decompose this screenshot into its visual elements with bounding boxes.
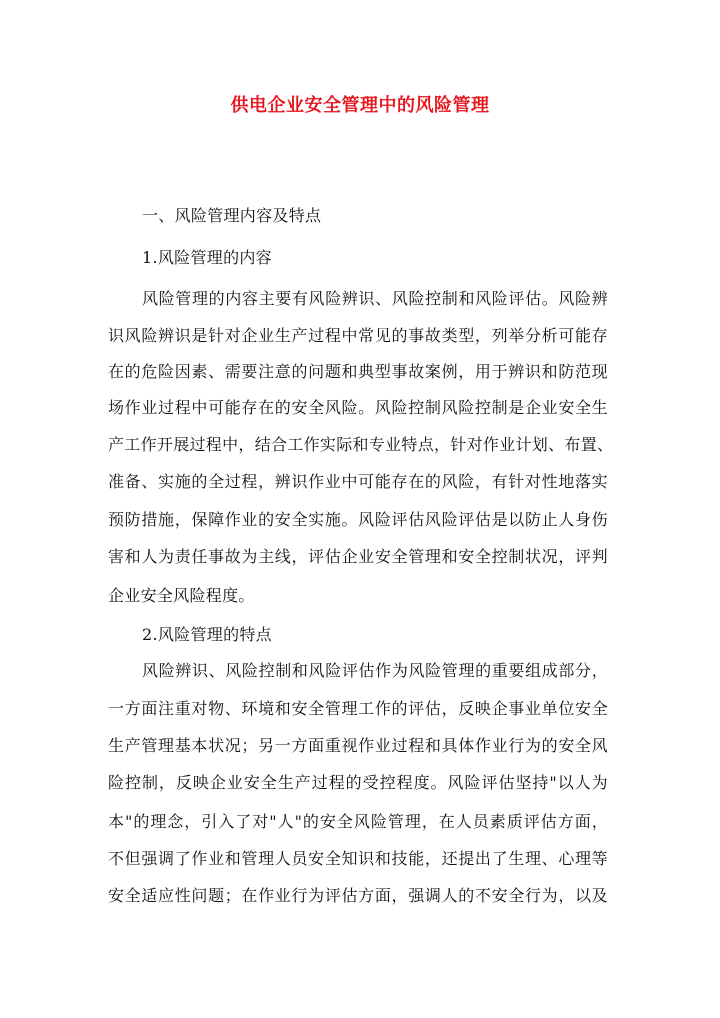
paragraph-line: 安全适应性问题；在作业行为评估方面，强调人的不安全行为，以及 xyxy=(108,886,608,905)
paragraph-line: 风险辨识、风险控制和风险评估作为风险管理的重要组成部分， xyxy=(142,661,608,680)
paragraph-line: 识风险辨识是针对企业生产过程中常见的事故类型，列举分析可能存 xyxy=(108,326,608,345)
paragraph-line: 险控制，反映企业安全生产过程的受控程度。风险评估坚持"以人为 xyxy=(108,773,608,792)
paragraph-line: 场作业过程中可能存在的安全风险。风险控制风险控制是企业安全生 xyxy=(108,398,608,417)
paragraph-line: 在的危险因素、需要注意的问题和典型事故案例，用于辨识和防范现 xyxy=(108,362,608,381)
paragraph-line: 风险管理的内容主要有风险辨识、风险控制和风险评估。风险辨 xyxy=(142,289,608,308)
paragraph-line: 预防措施，保障作业的安全实施。风险评估风险评估是以防止人身伤 xyxy=(108,510,608,529)
paragraph-line: 产工作开展过程中，结合工作实际和专业特点，针对作业计划、布置、 xyxy=(108,435,614,454)
section-heading: 一、风险管理内容及特点 xyxy=(142,206,322,225)
paragraph-line: 一方面注重对物、环境和安全管理工作的评估，反映企事业单位安全 xyxy=(108,699,608,718)
paragraph-line: 企业安全风险程度。 xyxy=(108,586,255,605)
paragraph-line: 不但强调了作业和管理人员安全知识和技能，还提出了生理、心理等 xyxy=(108,849,608,868)
paragraph-line: 害和人为责任事故为主线，评估企业安全管理和安全控制状况，评判 xyxy=(108,547,608,566)
document-title: 供电企业安全管理中的风险管理 xyxy=(230,95,490,116)
subheading-content: 1.风险管理的内容 xyxy=(142,248,272,267)
paragraph-line: 本"的理念，引入了对"人"的安全风险管理，在人员素质评估方面， xyxy=(108,812,608,831)
subheading-features: 2.风险管理的特点 xyxy=(142,625,272,644)
paragraph-line: 生产管理基本状况；另一方面重视作业过程和具体作业行为的安全风 xyxy=(108,736,608,755)
paragraph-line: 准备、实施的全过程，辨识作业中可能存在的风险，有针对性地落实 xyxy=(108,472,608,491)
